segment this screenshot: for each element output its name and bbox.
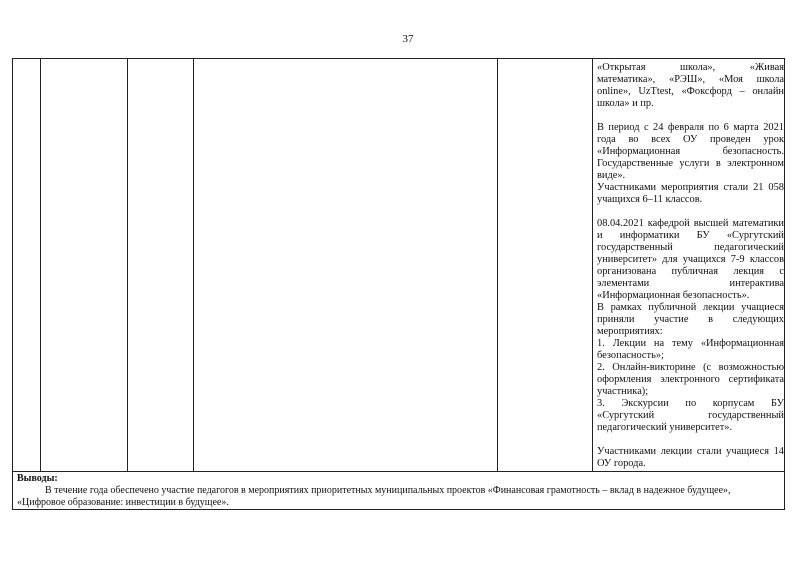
- text-line: 1. Лекции на тему «Информационная: [597, 338, 784, 349]
- column-divider: [592, 59, 593, 471]
- text-line: года во всех ОУ проведен урок: [597, 134, 784, 145]
- text-line: государственный педагогический: [597, 242, 784, 253]
- text-line: Государственные услуги в электронном: [597, 158, 784, 169]
- conclusions-text: В течение года обеспечено участие педагогов в мероприятиях приоритетных муниципальных проектов «Финансовая грамотность – вклад в надежное будущее», «Цифровое образование: инвестиции в будущее».: [17, 485, 731, 508]
- paragraph-gap: [597, 110, 784, 122]
- report-table: [12, 58, 785, 510]
- text-line: учащихся 6–11 классов.: [597, 194, 703, 205]
- text-line: 2. Онлайн-викторине (с возможностью: [597, 362, 784, 373]
- text-line: мероприятиях:: [597, 326, 663, 337]
- paragraph-gap: [597, 206, 784, 218]
- row-divider: [13, 471, 784, 472]
- column-divider: [497, 59, 498, 471]
- page-number: 37: [402, 33, 414, 45]
- text-line: педагогический университет».: [597, 422, 733, 433]
- text-line: организована публичная лекция с: [597, 266, 784, 277]
- column-divider: [193, 59, 194, 471]
- column-divider: [40, 59, 41, 471]
- text-line: участника);: [597, 386, 649, 397]
- text-line: ОУ города.: [597, 458, 646, 469]
- conclusions-section: [17, 473, 777, 509]
- text-line: университет» для учащихся 7-9 классов: [597, 254, 784, 265]
- text-line: online», UzTtest, «Фоксфорд – онлайн: [597, 86, 784, 97]
- text-line: «Информационная безопасность.: [597, 146, 784, 157]
- text-line: оформления электронного сертификата: [597, 374, 784, 385]
- text-line: школа» и пр.: [597, 98, 654, 109]
- text-line: безопасность»;: [597, 350, 664, 361]
- text-line: 3. Экскурсии по корпусам БУ: [597, 398, 784, 409]
- text-line: В рамках публичной лекции учащиеся: [597, 302, 784, 313]
- text-line: 08.04.2021 кафедрой высшей математики: [597, 218, 784, 229]
- conclusions-heading: Выводы:: [17, 473, 58, 484]
- text-line: приняли участие в следующих: [597, 314, 784, 325]
- text-line: В период с 24 февраля по 6 марта 2021: [597, 122, 784, 133]
- text-line: «Открытая школа», «Живая: [597, 62, 784, 73]
- column-divider: [127, 59, 128, 471]
- text-line: Участниками мероприятия стали 21 058: [597, 182, 784, 193]
- text-line: «Сургутский государственный: [597, 410, 784, 421]
- text-line: Участниками лекции стали учащиеся 14: [597, 446, 784, 457]
- text-line: и информатики БУ «Сургутский: [597, 230, 784, 241]
- results-cell: [597, 62, 784, 470]
- text-line: «Информационная безопасность».: [597, 290, 750, 301]
- text-line: элементами интерактива: [597, 278, 784, 289]
- paragraph-gap: [597, 434, 784, 446]
- text-line: математика», «РЭШ», «Моя школа: [597, 74, 784, 85]
- text-line: виде».: [597, 170, 626, 181]
